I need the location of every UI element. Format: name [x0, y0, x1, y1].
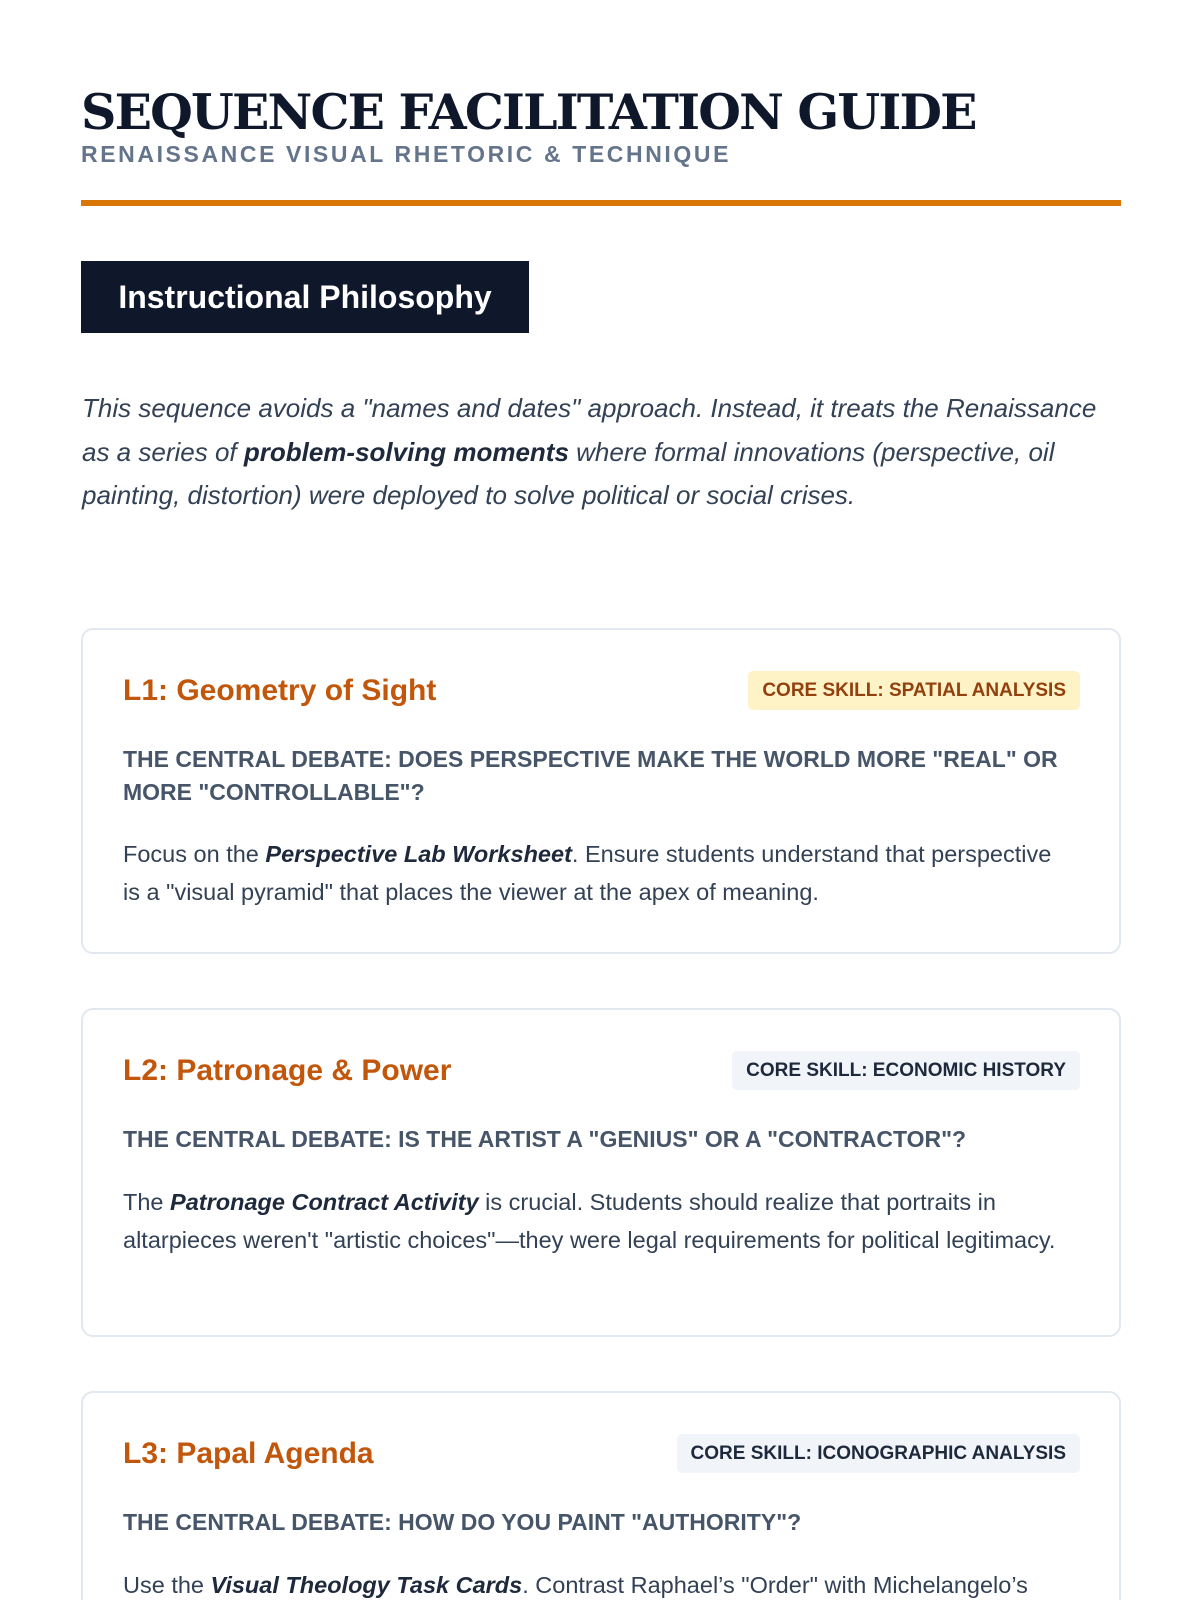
philosophy-paragraph	[82, 387, 1127, 518]
activity-name: Patronage Contract Activity	[170, 1189, 479, 1215]
section-heading-instructional-philosophy: Instructional Philosophy	[81, 261, 529, 333]
lesson-description-start: Focus on the	[123, 841, 266, 867]
core-skill-badge: CORE SKILL: ECONOMIC HISTORY	[732, 1051, 1080, 1090]
page-subtitle: RENAISSANCE VISUAL RHETORIC & TECHNIQUE	[81, 141, 732, 167]
lesson-title: L2: Patronage & Power	[123, 1054, 452, 1087]
core-skill-badge: CORE SKILL: SPATIAL ANALYSIS	[748, 671, 1080, 710]
lesson-card-l1	[81, 628, 1121, 954]
lesson-card-l3	[81, 1391, 1121, 1600]
central-debate: THE CENTRAL DEBATE: HOW DO YOU PAINT "AUTHORITY"?	[123, 1509, 802, 1535]
lesson-description	[123, 835, 1073, 911]
lesson-description-start: Use the	[123, 1572, 211, 1598]
document-header	[81, 84, 1121, 168]
lesson-description-end: is crucial. Students should realize that portraits in altarpieces weren't "artistic choices"—they were legal requirements for political legitimacy.	[123, 1189, 1056, 1253]
philosophy-text-start: This sequence avoids a "names and dates" approach. Instead, it treats the Renaissance as a series of	[82, 393, 1097, 467]
lesson-description	[123, 1183, 1073, 1259]
lesson-description-start: The	[123, 1189, 171, 1215]
lesson-description-end: . Ensure students understand that perspective is a "visual pyramid" that places the viewer at the apex of meaning.	[123, 841, 1052, 905]
philosophy-emphasis: problem-solving moments	[243, 436, 569, 467]
central-debate: THE CENTRAL DEBATE: IS THE ARTIST A "GENIUS" OR A "CONTRACTOR"?	[123, 1126, 967, 1152]
page-title: SEQUENCE FACILITATION GUIDE	[81, 83, 976, 141]
lesson-description-end: . Contrast Raphael’s "Order" with Michelangelo’s	[522, 1572, 1028, 1598]
header-divider	[81, 200, 1121, 206]
core-skill-badge: CORE SKILL: ICONOGRAPHIC ANALYSIS	[677, 1434, 1080, 1473]
philosophy-text-end: where formal innovations (perspective, oil painting, distortion) were deployed to solve political or social crises.	[82, 436, 1055, 510]
lesson-title: L1: Geometry of Sight	[123, 674, 437, 707]
lesson-title: L3: Papal Agenda	[123, 1437, 374, 1470]
lesson-card-l2	[81, 1008, 1121, 1337]
central-debate: THE CENTRAL DEBATE: DOES PERSPECTIVE MAKE THE WORLD MORE "REAL" OR MORE "CONTROLLABLE"?	[123, 746, 1058, 805]
activity-name: Visual Theology Task Cards	[210, 1572, 523, 1598]
lesson-description	[123, 1566, 1073, 1600]
activity-name: Perspective Lab Worksheet	[265, 841, 572, 867]
